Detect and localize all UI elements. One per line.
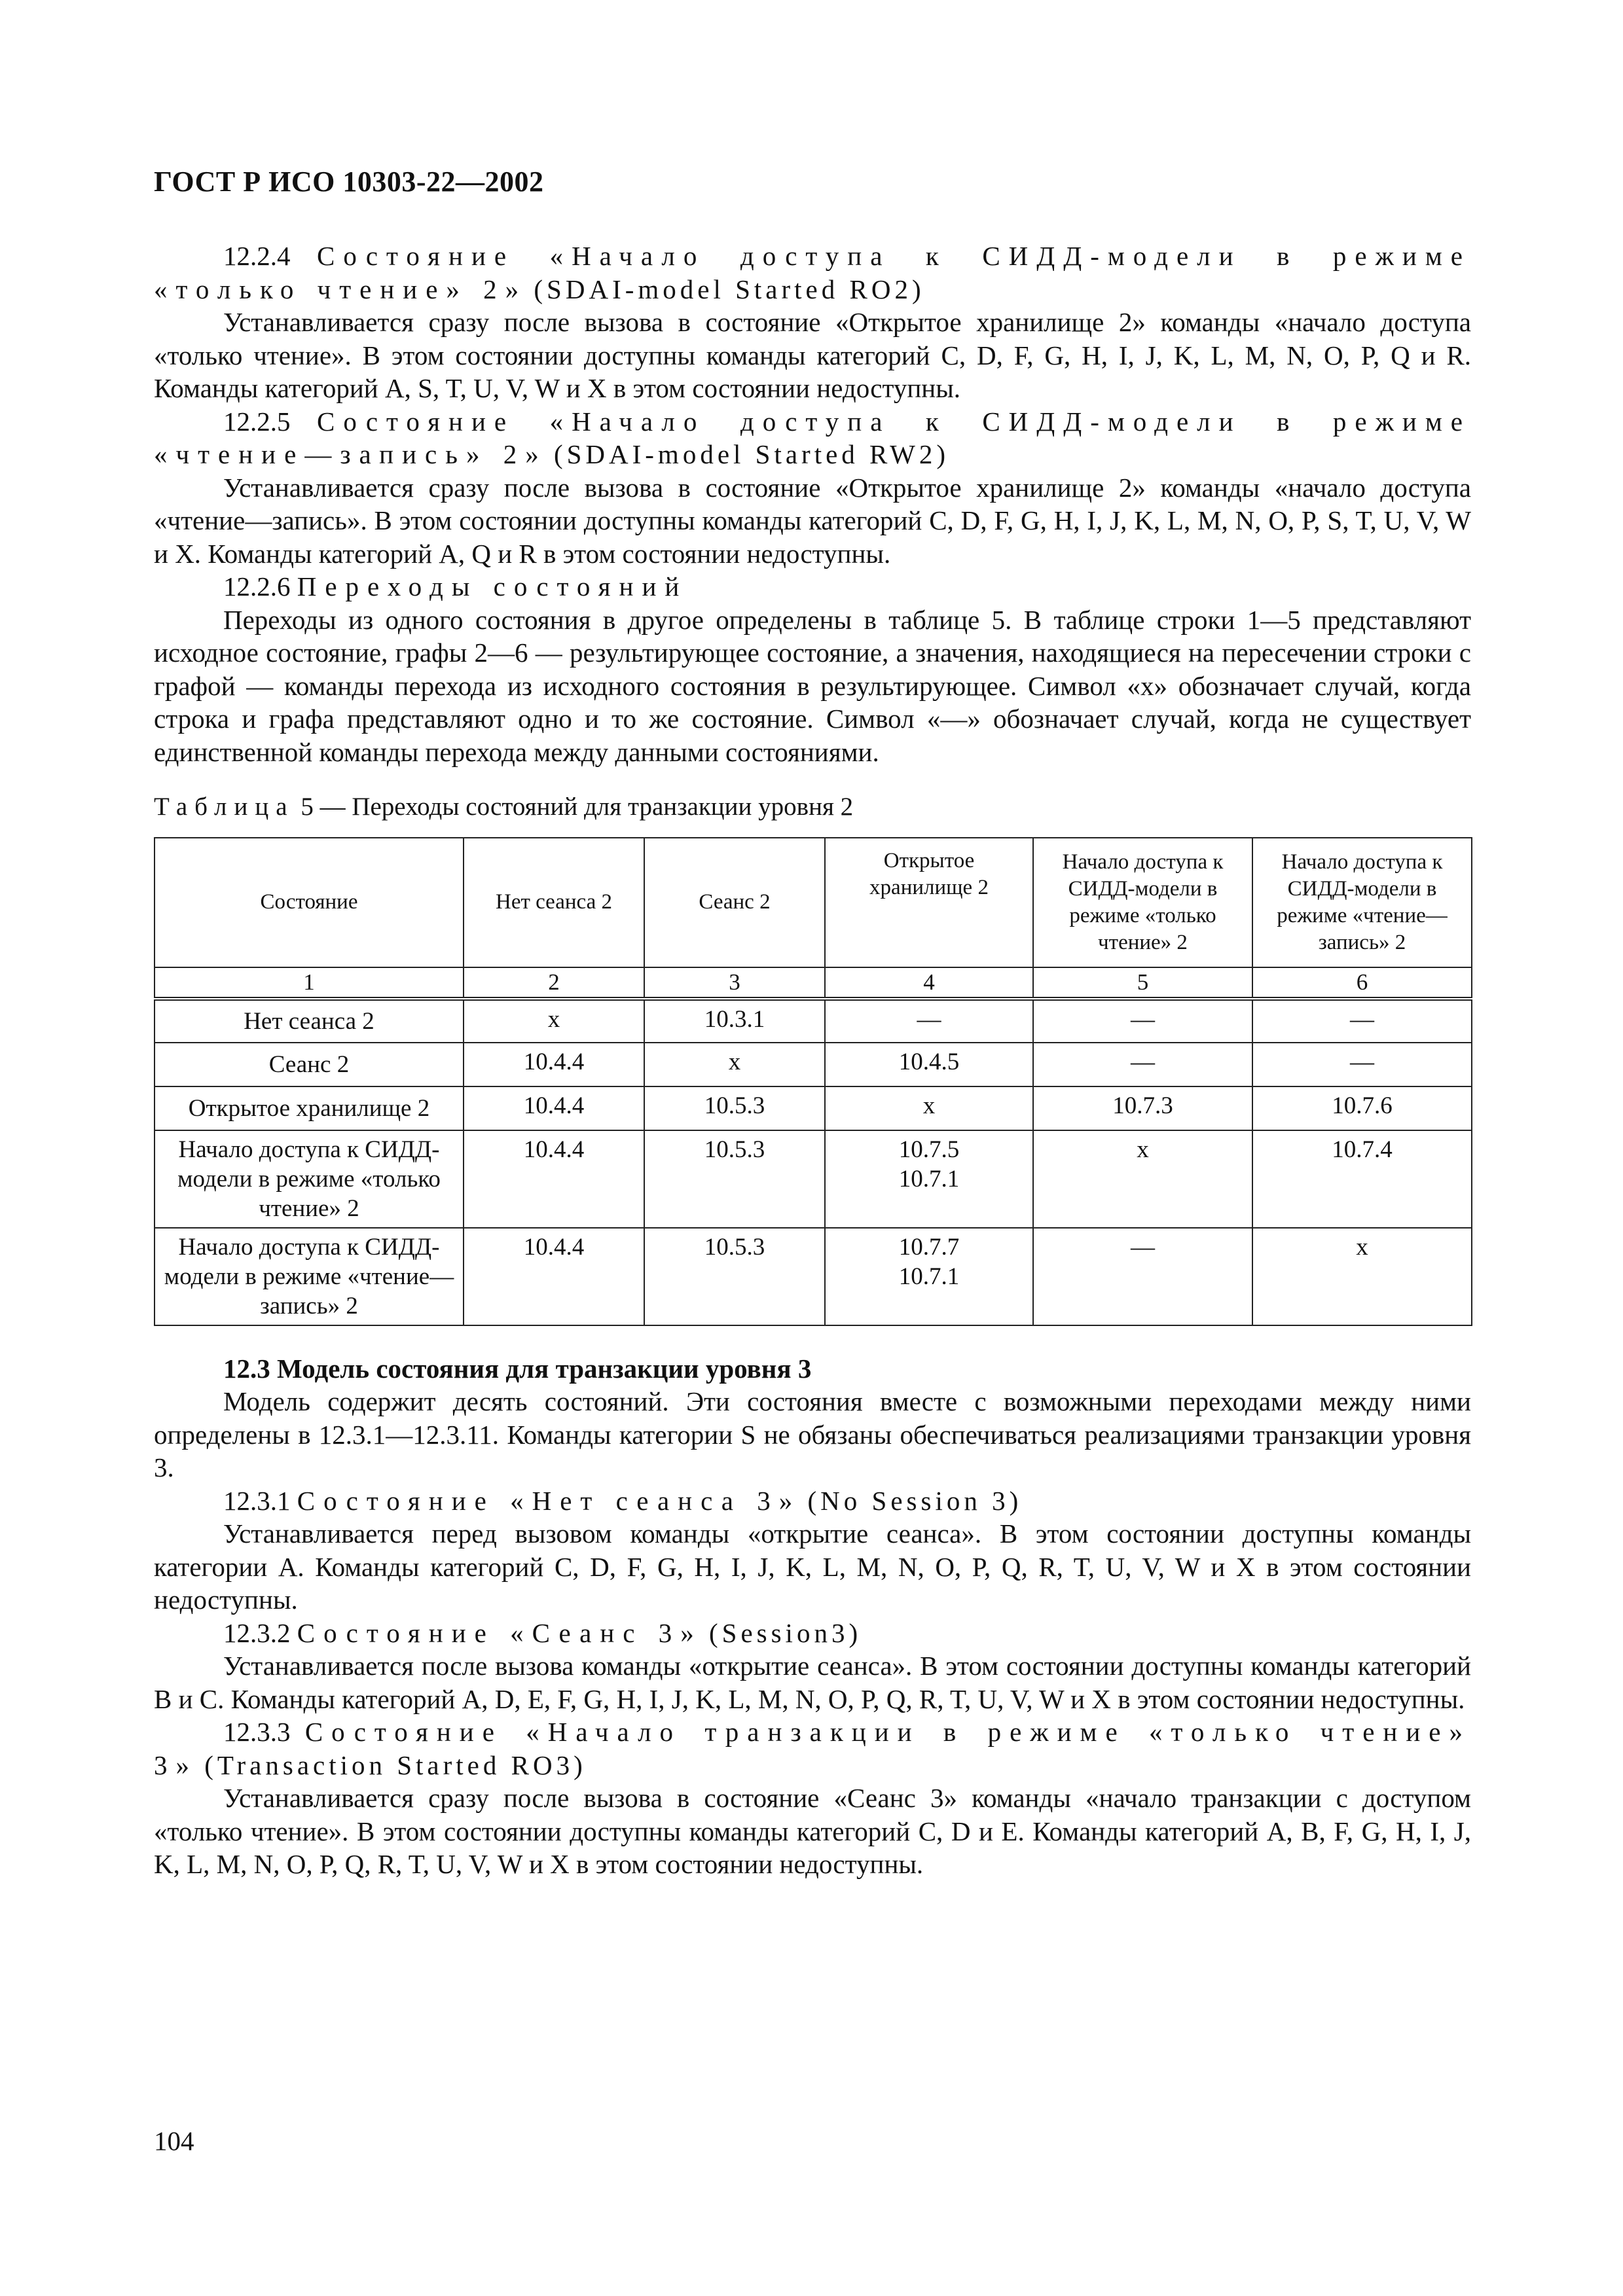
column-header: Сеанс 2 — [644, 838, 825, 967]
table-caption-text: 5 — Переходы состояний для транзакции уровня 2 — [301, 793, 854, 821]
section-number: 12.2.4 — [223, 241, 291, 271]
column-header: Открытое хранилище 2 — [825, 838, 1033, 967]
column-number: 3 — [644, 967, 825, 999]
section-12-3-2-body: Устанавливается после вызова команды «открытие сеанса». В этом состоянии доступны команды категорий B и C. Команды категорий A, D, E, F, G, H, I, J, K, L, M, N, O, P, Q, R, T, U, V, W и X в этом состоянии недоступны. — [154, 1651, 1471, 1714]
table-cell: 10.7.5 10.7.1 — [825, 1130, 1033, 1228]
column-number: 5 — [1033, 967, 1252, 999]
page-number: 104 — [154, 2126, 194, 2156]
column-number: 6 — [1252, 967, 1472, 999]
column-header: Начало доступа к СИДД-модели в режиме «только чтение» 2 — [1033, 838, 1252, 967]
column-number: 4 — [825, 967, 1033, 999]
section-12-2-5-body: Устанавливается сразу после вызова в состояние «Открытое хранилище 2» команды «начало доступа «чтение—запись». В этом состоянии доступны команды категорий C, D, F, G, H, I, J, K, L, M, N, O, P, S, T, U, V, W и X. Команды категорий A, Q и R в этом состоянии недоступны. — [154, 472, 1471, 569]
table-cell: — — [1033, 1043, 1252, 1086]
column-number: 1 — [155, 967, 464, 999]
section-number: 12.2.5 — [223, 406, 291, 437]
section-title-en: (Transaction Started RO3) — [204, 1749, 587, 1780]
table-caption-word: Таблица — [154, 793, 295, 821]
section-title-en: (SDAI-model Started RO2) — [534, 274, 925, 304]
state-transitions-table — [154, 837, 1472, 1326]
section-number: 12.3.3 — [223, 1717, 291, 1747]
table-cell: x — [464, 999, 644, 1043]
table-cell: Сеанс 2 — [155, 1043, 464, 1086]
table-cell: 10.5.3 — [644, 1130, 825, 1228]
section-title-en: (No Session 3) — [807, 1485, 1023, 1516]
table-cell: Нет сеанса 2 — [155, 999, 464, 1043]
table-cell: x — [825, 1086, 1033, 1130]
section-12-3-3-body: Устанавливается сразу после вызова в состояние «Сеанс 3» команды «начало транзакции с доступом «только чтение». В этом состоянии доступны команды категорий C, D и E. Команды категорий A, B, F, G, H, I, J, K, L, M, N, O, P, Q, R, T, U, V, W и X в этом состоянии недоступны. — [154, 1783, 1471, 1879]
section-12-2-4-title — [154, 240, 1471, 306]
section-12-3-3-title — [154, 1715, 1471, 1782]
table-cell: 10.5.3 — [644, 1228, 825, 1325]
table-cell: Открытое хранилище 2 — [155, 1086, 464, 1130]
table-cell: x — [644, 1043, 825, 1086]
section-number: 12.2.6 — [223, 571, 291, 601]
column-number-row — [155, 967, 1472, 999]
table-row — [155, 999, 1472, 1043]
table-cell: 10.3.1 — [644, 999, 825, 1043]
section-12-2-4-body: Устанавливается сразу после вызова в состояние «Открытое хранилище 2» команды «начало доступа «только чтение». В этом состоянии доступны команды категорий C, D, F, G, H, I, J, K, L, M, N, O, P, Q и R. Команды категорий A, S, T, U, V, W и X в этом состоянии недоступны. — [154, 307, 1471, 403]
table-cell: — — [825, 999, 1033, 1043]
section-12-3-1-body: Устанавливается перед вызовом команды «открытие сеанса». В этом состоянии доступны команды категории A. Команды категорий C, D, F, G, H, I, J, K, L, M, N, O, P, Q, R, T, U, V, W и X в этом состоянии недоступны. — [154, 1518, 1471, 1615]
table-cell: 10.4.5 — [825, 1043, 1033, 1086]
table-cell: 10.7.4 — [1252, 1130, 1472, 1228]
table-cell: Начало доступа к СИДД-модели в режиме «чтение— запись» 2 — [155, 1228, 464, 1325]
table-cell: x — [1252, 1228, 1472, 1325]
section-12-3-1-title — [154, 1484, 1471, 1518]
section-title: Переходы состояний — [297, 571, 688, 601]
table-row — [155, 1043, 1472, 1086]
section-number: 12.3.2 — [223, 1617, 291, 1648]
section-title-en: (SDAI-model Started RW2) — [553, 439, 949, 469]
table-row — [155, 1086, 1472, 1130]
table-cell: 10.7.3 — [1033, 1086, 1252, 1130]
table-cell: — — [1033, 999, 1252, 1043]
table-cell: Начало доступа к СИДД-модели в режиме «только чтение» 2 — [155, 1130, 464, 1228]
table-cell: 10.5.3 — [644, 1086, 825, 1130]
section-12-3-2-title — [154, 1617, 1471, 1650]
section-12-2-5-title — [154, 405, 1471, 471]
section-title: Состояние «Начало доступа к СИДД-модели в режиме «только чтение» 2» — [154, 241, 1472, 304]
section-title: Состояние «Начало доступа к СИДД-модели в режиме «чтение—запись» 2» — [154, 406, 1472, 469]
column-number: 2 — [464, 967, 644, 999]
section-title: Состояние «Нет сеанса 3» — [297, 1485, 801, 1516]
column-header: Нет сеанса 2 — [464, 838, 644, 967]
table-cell: 10.4.4 — [464, 1130, 644, 1228]
table-cell: 10.4.4 — [464, 1086, 644, 1130]
table-cell: 10.7.6 — [1252, 1086, 1472, 1130]
table-row — [155, 1228, 1472, 1325]
section-12-3-heading: 12.3 Модель состояния для транзакции уровня 3 — [223, 1353, 812, 1384]
section-12-2-6-title — [154, 570, 1471, 603]
section-title: Состояние «Сеанс 3» — [297, 1617, 702, 1648]
document-header: ГОСТ Р ИСО 10303-22—2002 — [154, 166, 544, 198]
section-12-2-6-body: Переходы из одного состояния в другое определены в таблице 5. В таблице строки 1—5 представляют исходное состояние, графы 2—6 — результирующее состояние, а значения, находящиеся на пересечении строки с графой — команды перехода из исходного состояния в результирующее. Символ «x» обозначает случай, когда строка и графа представляют одно и то же состояние. Символ «—» обозначает случай, когда не существует единственной команды перехода между данными состояниями. — [154, 604, 1471, 767]
table-header-row — [155, 838, 1472, 967]
table-row — [155, 1130, 1472, 1228]
table-cell: 10.7.7 10.7.1 — [825, 1228, 1033, 1325]
table-cell: 10.4.4 — [464, 1228, 644, 1325]
section-12-3-body: Модель содержит десять состояний. Эти состояния вместе с возможными переходами между ними определены в 12.3.1—12.3.11. Команды категории S не обязаны обеспечиваться реализациями транзакции уровня 3. — [154, 1386, 1471, 1482]
table-cell: 10.4.4 — [464, 1043, 644, 1086]
section-title: Состояние «Начало транзакции в режиме «только чтение» 3» — [154, 1717, 1471, 1780]
table-cell: x — [1033, 1130, 1252, 1228]
column-header: Начало доступа к СИДД-модели в режиме «чтение— запись» 2 — [1252, 838, 1472, 967]
table-cell: — — [1252, 1043, 1472, 1086]
table-cell: — — [1252, 999, 1472, 1043]
document-body — [154, 240, 1471, 1881]
column-header: Состояние — [155, 838, 464, 967]
section-title-en: (Session3) — [708, 1617, 862, 1648]
table-cell: — — [1033, 1228, 1252, 1325]
section-number: 12.3.1 — [223, 1485, 291, 1516]
table-caption — [154, 791, 1471, 824]
